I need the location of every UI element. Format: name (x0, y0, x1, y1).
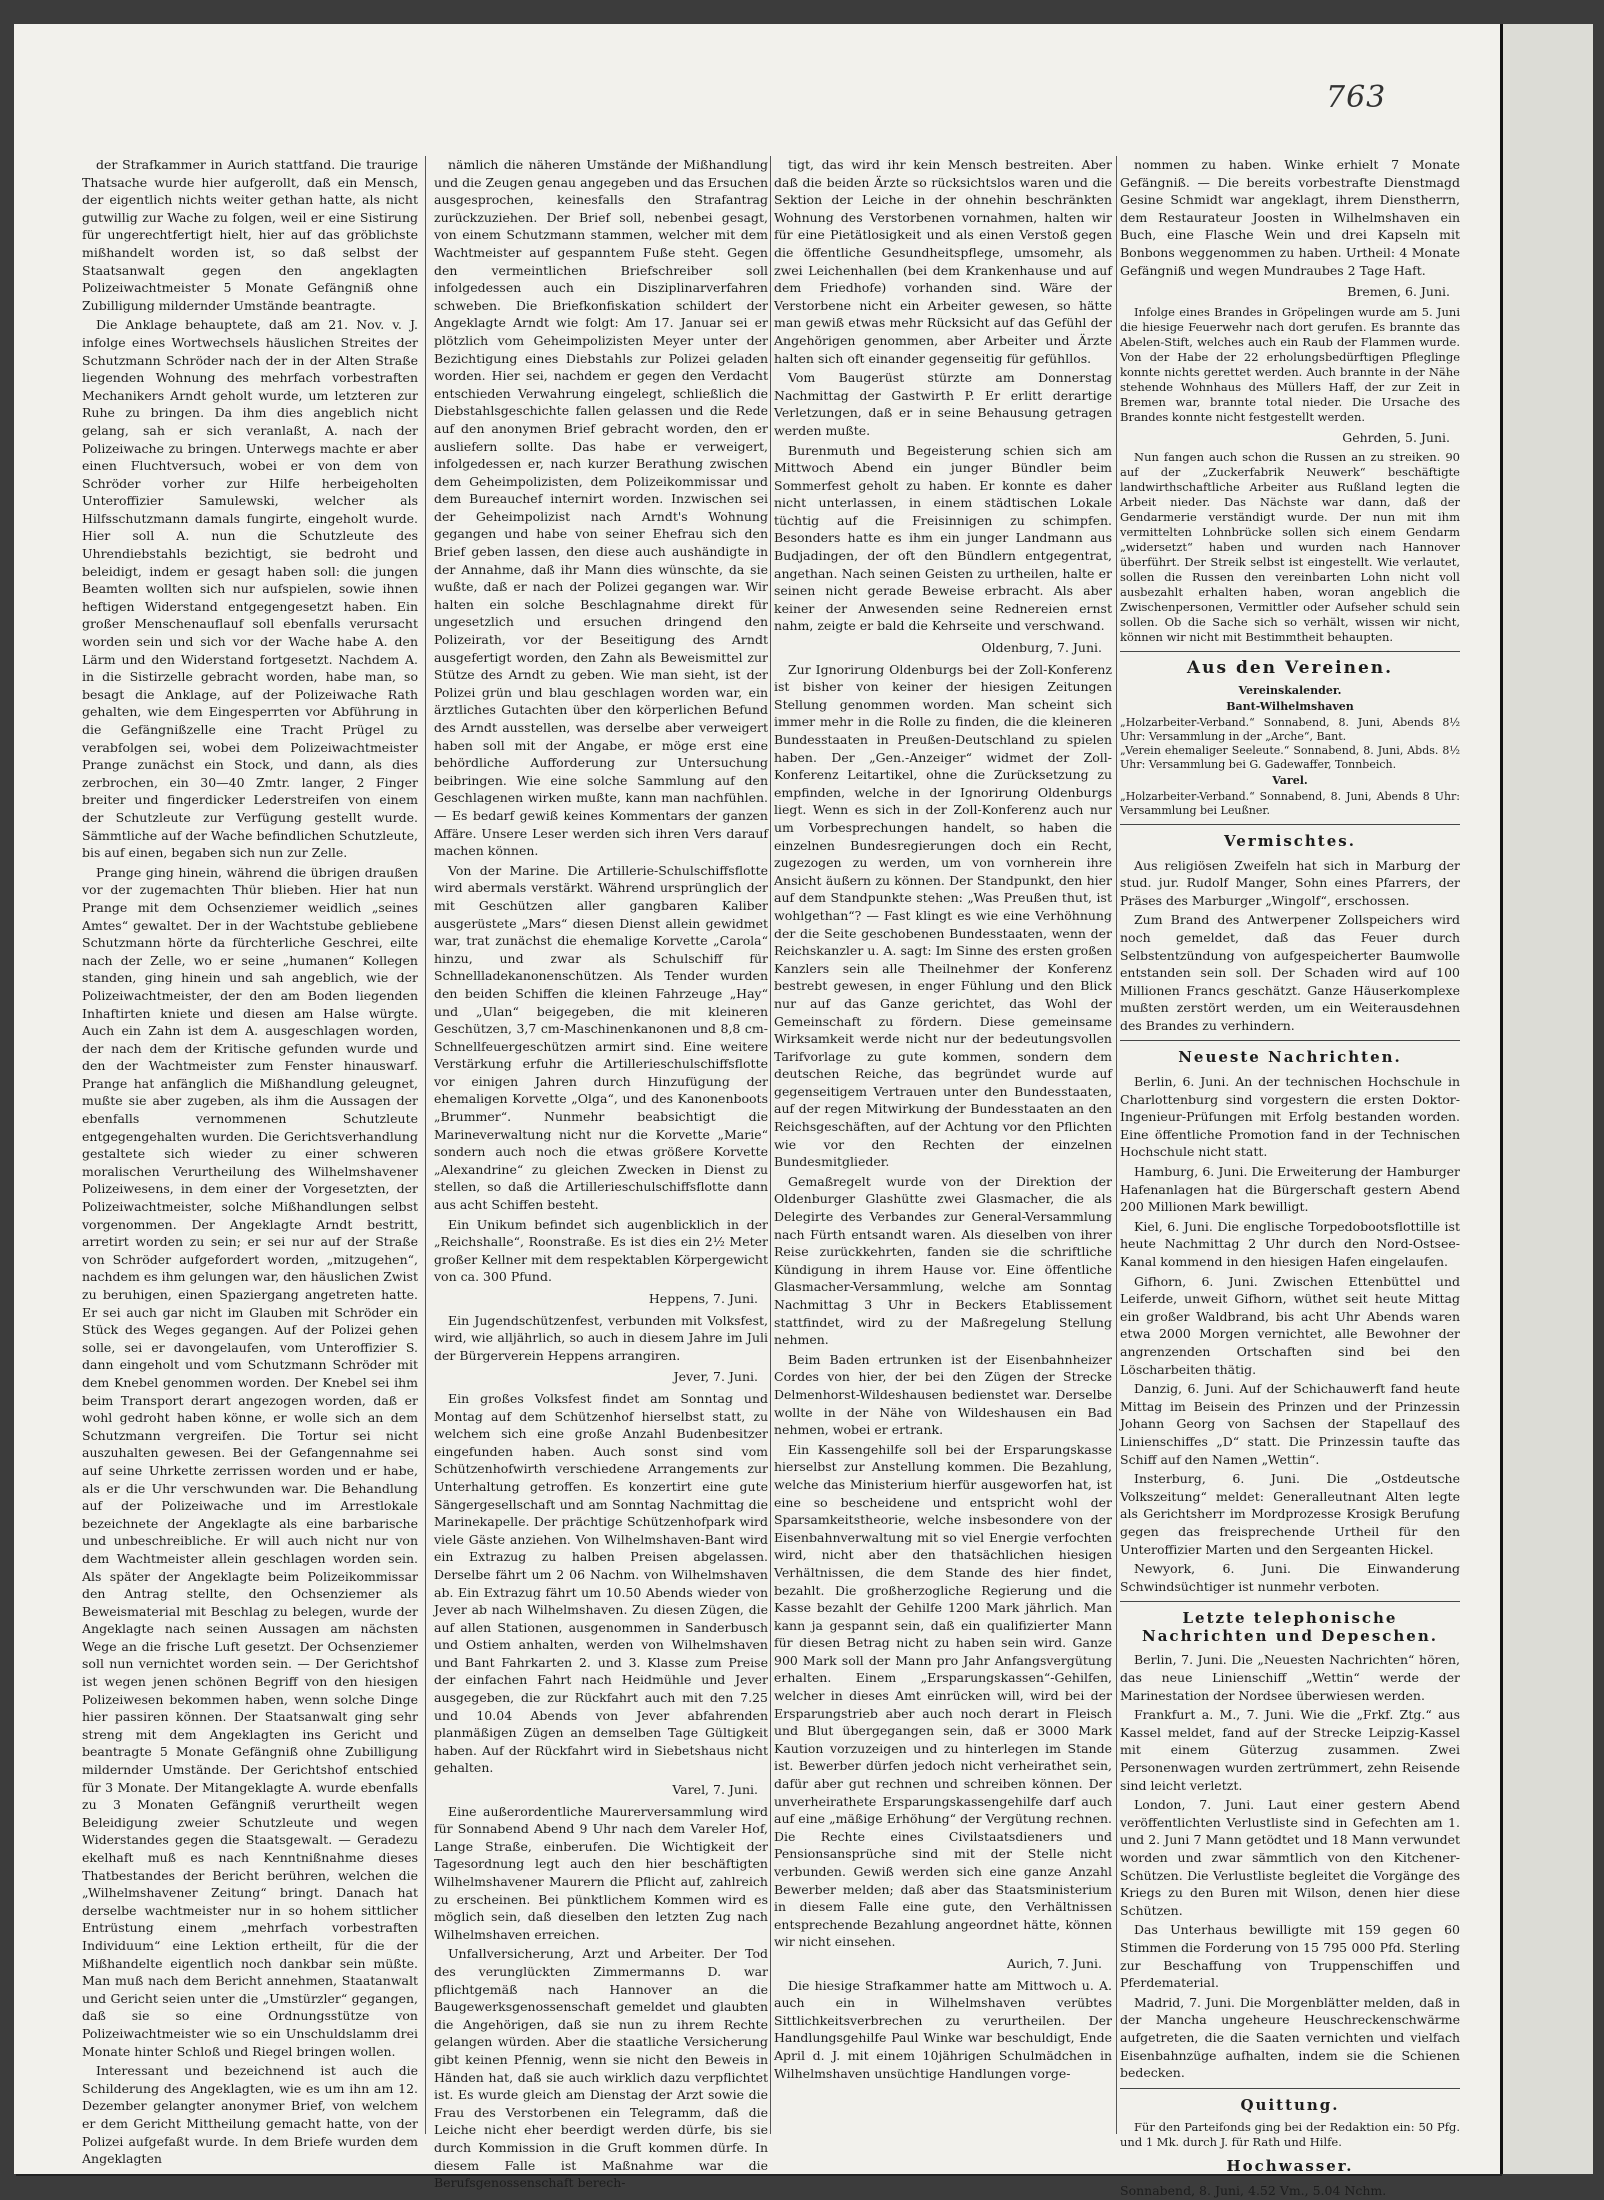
vereinskalender-title: Vereinskalender. (1238, 683, 1342, 697)
news-item: Berlin, 7. Juni. Die „Neuesten Nachrichten“ hören, das neue Linienschiff „Wettin“ werde der Marinestation der Nordsee überwiesen werden. (1120, 1652, 1460, 1703)
column-3 (774, 156, 1112, 2134)
article-paragraph: Eine außerordentliche Maurerversammlung wird für Sonnabend Abend 9 Uhr nach dem Vareler Hof, Lange Straße, einberufen. Die Wichtigkeit der Tagesordnung legt auch den hier beschäftigten Wilhelmshavener Maurern die Pflicht auf, zahlreich zu erscheinen. Bei pünktlichem Kommen wird es möglich sein, daß dieselben den letzten Zug nach Wilhelmshaven erreichen. (434, 1803, 768, 1942)
vereinskalender-entry: „Verein ehemaliger Seeleute.“ Sonnabend, 8. Juni, Abds. 8½ Uhr: Versammlung bei G. Gadewaffer, Tonnbeich. (1120, 743, 1460, 771)
dateline-heppens: Heppens, 7. Juni. (648, 1291, 758, 1306)
article-paragraph: Ein Jugendschützenfest, verbunden mit Volksfest, wird, wie alljährlich, so auch in diesem Jahre im Juli der Bürgerverein Heppens arrangiren. (434, 1312, 768, 1363)
quittung-text: Für den Parteifonds ging bei der Redaktion ein: 50 Pfg. und 1 Mk. durch J. für Rath und Hilfe. (1120, 2120, 1460, 2150)
vereinskalender-place: Bant-Wilhelmshaven (1226, 699, 1354, 713)
news-item: Newyork, 6. Juni. Die Einwanderung Schwindsüchtiger ist nunmehr verboten. (1120, 1561, 1460, 1594)
news-item: London, 7. Juni. Laut einer gestern Abend veröffentlichten Verlustliste sind in Gefechten am 1. und 2. Juni 7 Mann getödtet und 18 Mann verwundet worden und zwar sämmtlich von den Kitchener-Schützen. Die Verlustliste begleitet die Vorgänge des Kriegs zu den Buren mit Wilson, denen hier diese Schützen. (1120, 1797, 1460, 1918)
dateline-bremen: Bremen, 6. Juni. (1347, 284, 1450, 300)
column-rule (770, 156, 771, 2134)
article-paragraph: Burenmuth und Begeisterung schien sich am Mittwoch Abend ein junger Bündler beim Sommerfest geholt zu haben. Er konnte es daher nicht unterlassen, in einem städtischen Lokale tüchtig auf die Freisinnigen zu schimpfen. Besonders hatte es ihm ein junger Landmann aus Budjadingen, der oft den Bündlern entgegentrat, angethan. Nach seinen Geisten zu urtheilen, halte er seinen nicht gerade Beweise erbracht. Als aber keiner der Anwesenden seine Rednereien ernst nahm, zeigte er bald die Kehrseite und verschwand. (774, 442, 1112, 634)
section-heading-neueste: Neueste Nachrichten. (1178, 1048, 1402, 1067)
article-paragraph: Aus religiösen Zweifeln hat sich in Marburg der stud. jur. Rudolf Manger, Sohn eines Pfarrers, der Präses des Marburger „Wingolf“, erschossen. (1120, 857, 1460, 908)
article-paragraph: Vom Baugerüst stürzte am Donnerstag Nachmittag der Gastwirth P. Er erlitt derartige Verletzungen, daß er in seine Behausung getragen werden mußte. (774, 370, 1112, 438)
dateline-varel: Varel, 7. Juni. (672, 1782, 758, 1798)
news-item: Berlin, 6. Juni. An der technischen Hochschule in Charlottenburg sind vorgestern die ersten Doktor-Ingenieur-Prüfungen mit Erfolg bestanden worden. Eine öffentliche Promotion fand in der Technischen Hochschule nicht statt. (1120, 1074, 1460, 1160)
article-paragraph: Zum Brand des Antwerpener Zollspeichers wird noch gemeldet, daß das Feuer durch Selbstentzündung von aufgespeicherter Baumwolle entstanden sein soll. Der Schaden wird auf 100 Millionen Francs geschätzt. Ganze Häuserkomplexe mußten zerstört werden, um ein Weiterausdehnen des Brandes zu verhindern. (1120, 912, 1460, 1033)
article-paragraph: nommen zu haben. Winke erhielt 7 Monate Gefängniß. — Die bereits vorbestrafte Dienstmagd Gesine Schmidt war angeklagt, ihrem Dienstherrn, dem Restaurateur Joosten in Wilhelmshaven ein Buch, eine Flasche Wein und drei Kapseln mit Bonbons weggenommen zu haben. Urtheil: 4 Monate Gefängniß und wegen Mundraubes 2 Tage Haft. (1120, 157, 1460, 278)
scan-edge-strip (1500, 24, 1593, 2174)
dateline-jever: Jever, 7. Juni. (673, 1369, 758, 1385)
article-paragraph: Infolge eines Brandes in Gröpelingen wurde am 5. Juni die hiesige Feuerwehr nach dort gerufen. Es brannte das Abelen-Stift, welches auch ein Raub der Flammen wurde. Von der Habe der 22 erholungsbedürftigen Pfleglinge konnte nichts gerettet werden. Auch brannte in der Nähe stehende Wohnhaus des Müllers Haff, der zur Zeit in Bremen war, brannte total nieder. Die Ursache des Brandes konnte nicht festgestellt werden. (1120, 304, 1460, 424)
article-paragraph: Unfallversicherung, Arzt und Arbeiter. Der Tod des verunglückten Zimmermanns D. war pflichtgemäß nach Hannover an die Baugewerksgenossenschaft gemeldet und glaubten die Angehörigen, daß sie nun zu ihrem Rechte gelangen würden. Aber die staatliche Versicherung gibt keinen Pfennig, wenn sie nicht den Beweis in Händen hat, daß sie auch wirklich dazu verpflichtet ist. Es wurde gleich am Dienstag der Arzt sowie die Frau des Verstorbenen ein Telegramm, daß die Leiche nicht eher beerdigt werden dürfe, bis sie durch Kommission in die Gruft kommen dürfe. In diesem Falle ist Maßnahme war die Berufsgenossenschaft berech- (434, 1946, 768, 2191)
dateline-oldenburg: Oldenburg, 7. Juni. (981, 640, 1102, 656)
news-item: Hamburg, 6. Juni. Die Erweiterung der Hamburger Hafenanlagen hat die Bürgerschaft gestern Abend 200 Millionen Mark bewilligt. (1120, 1164, 1460, 1215)
news-item: Das Unterhaus bewilligte mit 159 gegen 60 Stimmen die Forderung von 15 795 000 Pfd. Sterling zur Beschaffung von Truppenschiffen und Pferdematerial. (1120, 1922, 1460, 1991)
page-number: 763 (1326, 80, 1387, 115)
article-paragraph: Die hiesige Strafkammer hatte am Mittwoch u. A. auch ein in Wilhelmshaven verübtes Sittlichkeitsverbrechen zu verurtheilen. Der Handlungsgehilfe Paul Winke war beschuldigt, Ende April d. J. mit einem 10jährigen Schulmädchen in Wilhelmshaven unsüchtige Handlungen vorge- (774, 1977, 1112, 2081)
vereinskalender-entry: „Holzarbeiter-Verband.“ Sonnabend, 8. Juni, Abends 8 Uhr: Versammlung bei Leußner. (1120, 789, 1460, 817)
article-paragraph: Ein großes Volksfest findet am Sonntag und Montag auf dem Schützenhof hierselbst statt, zu welchem sich eine große Anzahl Budenbesitzer eingefunden haben. Auch sonst sind vom Schützenhofwirth verschiedene Arrangements zur Unterhaltung getroffen. Es konzertirt eine gute Sängergesellschaft und am Sonntag Nachmittag die Marinekapelle. Der prächtige Schützenhofpark wird viele Gäste anziehen. Von Wilhelmshaven-Bant wird ein Extrazug zu halben Preisen abgelassen. Derselbe fährt um 2 06 Nachm. von Wilhelmshaven ab. Ein Extrazug fährt um 10.50 Abends wieder von Jever ab nach Wilhelmshaven. Zu diesen Zügen, die auf allen Stationen, ausgenommen in Sanderbusch und Ostiem anhalten, werden von Wilhelmshaven und Bant Fahrkarten 2. und 3. Klasse zum Preise der einfachen Fahrt nach Heidmühle und Jever ausgegeben, die zur Rückfahrt auch mit den 7.25 und 10.04 Abends von Jever abfahrenden planmäßigen Zügen an demselben Tage Gültigkeit haben. Auf der Rückfahrt wird in Siebetshaus nicht gehalten. (434, 1390, 768, 1776)
newspaper-page (14, 24, 1500, 2198)
article-paragraph: nämlich die näheren Umstände der Mißhandlung und die Zeugen genau angegeben und das Ersuchen ausgesprochen, keinesfalls den Strafantrag zurückzuziehen. Der Brief soll, nebenbei gesagt, von einem Schutzmann stammen, welcher mit dem Wachtmeister auf gespanntem Fuße steht. Gegen den vermeintlichen Briefschreiber soll infolgedessen auch ein Disziplinarverfahren schweben. Die Briefkonfiskation schildert der Angeklagte Arndt wie folgt: Am 17. Januar sei er plötzlich vom Geheimpolizisten Meyer unter der Bezichtigung eines Diebstahls zur Polizei geladen worden. Hier sei, nachdem er gegen den Verdacht entschieden Verwahrung eingelegt, schließlich die Diebstahlsgeschichte fallen gelassen und die Rede auf den anonymen Brief gebracht worden, den er ausliefern sollte. Das habe er verweigert, infolgedessen er, nach kurzer Berathung zwischen dem Geheimpolizisten, dem Polizeikommissar und dem Bureauchef internirt worden. Inzwischen sei der Geheimpolizist nach Arndt's Wohnung gegangen und habe von seiner Ehefrau sich den Brief geben lassen, den diese auch aushändigte in der Annahme, daß ihr Mann dies wünschte, da sie wußte, daß er nach der Polizei gegangen war. Wir halten ein solche Beschlagnahme direkt für ungesetzlich und ersuchen dringend den Polizeirath, vor der Beseitigung des Arndt ausgefertigt worden, den Zahn als Beweismittel zur Stütze des Arndt zu geben. Wie man sieht, ist der Polizei grün und blau geschlagen worden war, ein ärztliches Gutachten über den körperlichen Befund des Arndt ausstellen, was derselbe aber verweigert haben soll mit der Angabe, er möge erst eine behördliche Aufforderung zur Untersuchung beibringen. Wie eine solche Sammlung auf den Geschlagenen wirken mußte, kann man nachfühlen. — Es bedarf gewiß keines Kommentars der ganzen Affäre. Unsere Leser werden sich ihren Vers darauf machen können. (434, 157, 768, 859)
column-4 (1120, 156, 1460, 2198)
news-item: Madrid, 7. Juni. Die Morgenblätter melden, daß in der Mancha ungeheure Heuschreckenschwärme aufgetreten, die die Saaten vernichten und vielfach Eisenbahnzüge aufhalten, indem sie die Schienen bedecken. (1120, 1994, 1460, 2081)
column-1 (82, 156, 418, 2167)
column-rule (1116, 156, 1117, 2134)
section-divider (1120, 824, 1460, 825)
article-paragraph: Die Anklage behauptete, daß am 21. Nov. v. J. infolge eines Wortwechsels häuslichen Streites der Schutzmann Schröder nach der in der Alten Straße liegenden Wohnung des mehrfach vorbestraften Mechanikers Arndt geholt wurde, um letzteren zur Ruhe zu bringen. Da ihm dies angeblich nicht gelang, sah er sich veranlaßt, A. nach der Polizeiwache zu bringen. Unterwegs machte er aber einen Fluchtversuch, wobei er von dem von Schröder vorher zur Hilfe herbeigeholten Unteroffizier Samulewski, welcher als Hilfsschutzmann damals fungirte, eingeholt wurde. Hier soll A. nun die Schutzleute des Uhrendiebstahls bezichtigt, sie bedroht und beleidigt, indem er gesagt haben soll: die jungen Beamten wollten sich nur aufspielen, sowie ihnen heftigen Widerstand entgegengesetzt haben. Ein großer Menschenauflauf soll ebenfalls verursacht worden sein und sich vor der Wache habe A. den Lärm und den Widerstand fortgesetzt. Nachdem A. in die Sistirzelle gebracht worden, habe man, so besagt die Anklage, auf der Polizeiwache Rath gehalten, wie dem Eingesperrten vor Abführung in die Gefängnißzelle eine Tracht Prügel zu verabfolgen sei, wobei dem Polizeiwachtmeister Prange zunächst ein Stock, und dann, als dies zerbrochen, ein 30—40 Zmtr. langer, 2 Finger breiter und fingerdicker Lederstreifen von einem der Schutzleute zur Verfügung gestellt wurde. Sämmtliche auf der Wache befindlichen Schutzleute, bis auf einen, begaben sich nun zur Zelle. (82, 317, 418, 861)
news-item: Frankfurt a. M., 7. Juni. Wie die „Frkf. Ztg.“ aus Kassel meldet, fand auf der Strecke Leipzig-Kassel mit einem Güterzug zusammen. Zwei Personenwagen wurden zertrümmert, zehn Reisende sind leicht verletzt. (1120, 1707, 1460, 1793)
article-paragraph: Zur Ignorirung Oldenburgs bei der Zoll-Konferenz ist bisher von keiner der hiesigen Zeitungen Stellung genommen worden. Man scheint sich immer mehr in die Rolle zu finden, die die kleineren Bundesstaaten in Preußen-Deutschland zu spielen haben. Der „Gen.-Anzeiger“ widmet der Zoll-Konferenz Leitartikel, ohne die Zurücksetzung zu empfinden, welche in der Ignorirung Oldenburgs liegt. Wenn es sich in der Zoll-Konferenz auch nur um Vorbesprechungen handelt, so haben die einzelnen Bundesregierungen doch ein Recht, zugezogen zu werden, um von vornherein ihre Ansicht äußern zu können. Der Standpunkt, den hier auf dem Standpunkte stehen: „Was Preußen thut, ist wohlgethan“? — Fast klingt es wie eine Verhöhnung der die Seite geschobenen Bundesstaaten, wenn der Reichskanzler u. A. sagt: Im Sinne des ersten großen Kanzlers sein alle Theilnehmer der Konferenz bestrebt gewesen, in enger Fühlung und den Blick nur auf das Ganze gerichtet, das Wohl der Gemeinschaft zu fördern. Diese gemeinsame Wirksamkeit werde nicht nur der bedeutungsvollen Tarifvorlage zu gute kommen, sondern dem deutschen Reiche, das begründet wurde auf gegenseitigem Vertrauen unter den Bundesstaaten, auf der regen Mitwirkung der Bundesstaaten an den Reichsgeschäften, auf der Achtung vor den Pflichten wie vor den Rechten der einzelnen Bundesmitglieder. (774, 661, 1112, 1170)
section-heading-vermischtes: Vermischtes. (1224, 831, 1356, 850)
column-2 (434, 156, 768, 2191)
section-divider (1120, 1601, 1460, 1602)
section-heading-hochwasser: Hochwasser. (1226, 2157, 1354, 2176)
hochwasser-text: Sonnabend, 8. Juni, 4.52 Vm., 5.04 Nchm. (1120, 2182, 1387, 2198)
vereinskalender-entry: „Holzarbeiter-Verband.“ Sonnabend, 8. Juni, Abends 8½ Uhr: Versammlung in der „Arche“, Bant. (1120, 715, 1460, 743)
article-paragraph: Von der Marine. Die Artillerie-Schulschiffsflotte wird abermals verstärkt. Während ursprünglich der mit Geschützen aller gangbaren Kaliber ausgerüstete „Mars“ diesen Dienst allein gewidmet war, trat zunächst die ehemalige Korvette „Carola“ hinzu, und zwar als Schulschiff für Schnellladekanonenschützen. Als Tender wurden den beiden Schiffen die kleinen Fahrzeuge „Hay“ und „Ulan“ beigegeben, die mit kleineren Geschützen, 3,7 cm-Maschinenkanonen und 8,8 cm-Schnellfeuergeschützen armirt sind. Eine weitere Verstärkung erfuhr die Artillerieschulschiffsflotte vor einigen Jahren durch Hinzufügung der ehemaligen Korvette „Olga“, und des Kanonenboots „Brummer“. Nunmehr beabsichtigt die Marineverwaltung nicht nur die Korvette „Marie“ sondern auch noch die etwas größere Korvette „Alexandrine“ zu gleichen Zwecken in Dienst zu stellen, so daß die Artillerieschulschiffsflotte dann aus acht Schiffen besteht. (434, 862, 768, 1213)
article-paragraph: Nun fangen auch schon die Russen an zu streiken. 90 auf der „Zuckerfabrik Neuwerk“ beschäftigte landwirthschaftliche Arbeiter aus Rußland legten die Arbeit nieder. Das Nächste war dann, daß der Gendarmerie verständigt wurde. Der nun mit ihm vermittelten Lohnbrücke sollen sich einem Gendarm „widersetzt“ haben und wurden nach Hannover überführt. Der Streik selbst ist eingestellt. Wie verlautet, sollen die Russen den vereinbarten Lohn nicht voll ausbezahlt erhalten haben, woran angeblich die Zwischenpersonen, Vermittler oder Aufseher schuld sein sollen. Ob die Sache sich so verhält, wissen wir nicht, können wir nicht mit Bestimmtheit behaupten. (1120, 450, 1460, 645)
news-item: Danzig, 6. Juni. Auf der Schichauwerft fand heute Mittag im Beisein des Prinzen und der Prinzessin Johann Georg von Sachsen der Stapellauf des Linienschiffes „D“ statt. Die Prinzessin taufte das Schiff auf den Namen „Wettin“. (1120, 1381, 1460, 1467)
section-divider (1120, 1040, 1460, 1041)
section-divider (1120, 2088, 1460, 2089)
article-paragraph: Interessant und bezeichnend ist auch die Schilderung des Angeklagten, wie es um ihn am 12. Dezember gelangter anonymer Brief, von welchem er dem Gericht Mittheilung gemacht hatte, von der Polizei aufgefaßt wurde. In dem Briefe wurden dem Angeklagten (82, 2063, 418, 2167)
article-paragraph: Ein Unikum befindet sich augenblicklich in der „Reichshalle“, Roonstraße. Es ist dies ein 2½ Meter großer Kellner mit dem respektablen Körpergewicht von ca. 300 Pfund. (434, 1216, 768, 1285)
column-rule (425, 156, 426, 2134)
section-heading-vereine: Aus den Vereinen. (1186, 658, 1394, 679)
article-paragraph: Gemaßregelt wurde von der Direktion der Oldenburger Glashütte zwei Glasmacher, die als Delegirte des Verbandes zur General-Versammlung nach Fürth entsandt waren. Als dieselben von ihrer Reise zurückkehrten, fanden sie die schriftliche Kündigung in ihrem Hause vor. Eine öffentliche Glasmacher-Versammlung, welche am Sonntag Nachmittag 3 Uhr in Beckers Etablissement stattfindet, wird zu der Maßregelung Stellung nehmen. (774, 1173, 1112, 1348)
news-item: Gifhorn, 6. Juni. Zwischen Ettenbüttel und Leiferde, unweit Gifhorn, wüthet seit heute Mittag ein großer Waldbrand, bis acht Uhr Abends waren etwa 2000 Morgen vernichtet, alle Bewohner der angrenzenden Ortschaften sind bei den Löscharbeiten thätig. (1120, 1273, 1460, 1377)
article-paragraph: tigt, das wird ihr kein Mensch bestreiten. Aber daß die beiden Ärzte so rücksichtslos waren und die Sektion der Leiche in der ohnehin beschränkten Wohnung des Verstorbenen vornahmen, halten wir für eine Pietätlosigkeit und als einen Verstoß gegen die öffentliche Gesundheitspflege, umsomehr, als zwei Leichenhallen (bei dem Krankenhause und auf dem Friedhofe) vorhanden sind. Wäre der Verstorbene nicht ein Arbeiter gewesen, so hätte man gewiß etwas mehr Rücksicht auf das Gefühl der Angehörigen genommen, aber Arbeiter und Ärzte halten sich oft einander gegenseitig für gefühllos. (774, 157, 1112, 366)
news-item: Insterburg, 6. Juni. Die „Ostdeutsche Volkszeitung“ meldet: Generalleutnant Alten legte als Gerichtsherr im Mordprozesse Krosigk Berufung gegen das freisprechende Urtheil für den Unteroffizier Marten und den Sergeanten Hickel. (1120, 1471, 1460, 1557)
dateline-aurich: Aurich, 7. Juni. (1006, 1955, 1102, 1971)
vereinskalender-place: Varel. (1272, 773, 1308, 787)
article-paragraph: Beim Baden ertrunken ist der Eisenbahnheizer Cordes von hier, der bei den Zügen der Strecke Delmenhorst-Wildeshausen bedienstet war. Derselbe wollte in der Nähe von Wildeshausen ein Bad nehmen, wobei er ertrank. (774, 1351, 1112, 1438)
article-paragraph: der Strafkammer in Aurich stattfand. Die traurige Thatsache wurde hier aufgerollt, daß ein Mensch, der eigentlich nichts weiter gethan hatte, als nicht gutwillig zur Wache zu folgen, weil er eine Sistirung für ungerechtfertigt hielt, hier auf das gröblichste mißhandelt worden ist, so daß selbst der Staatsanwalt gegen den angeklagten Polizeiwachtmeister 5 Monate Gefängniß ohne Zubilligung mildernder Umstände beantragte. (82, 157, 418, 313)
article-paragraph: Ein Kassengehilfe soll bei der Ersparungskasse hierselbst zur Anstellung kommen. Die Bezahlung, welche das Ministerium hierfür ausgeworfen hat, ist eine so bescheidene und entspricht wohl der Sparsamkeitstheorie, welche insbesondere von der Eisenbahnverwaltung mit so viel Energie verfochten wird, nicht aber den thatsächlichen hiesigen Verhältnissen, die dem Stande des hier findet, bezahlt. Die großherzogliche Regierung und die Kasse bezahlt der Gehilfe 1200 Mark jährlich. Man kann ja gespannt sein, daß ein qualifizierter Mann für diesen Betrag nicht zu haben sein wird. Ganze 900 Mark soll der Mann pro Jahr Anfangsvergütung erhalten. Einem „Ersparungskassen“-Gehilfen, welcher in dieses Amt einrücken will, wird bei der Ersparungstrieb aber auch noch derart in Fleisch und Blut übergegangen sein, daß er 3000 Mark Kaution vorzuzeigen und zu hinterlegen im Stande ist. Bewerber dürfen jedoch nicht verheirathet sein, dafür aber gut rechnen und schreiben können. Der unverheirathete Ersparungskassengehilfe darf auch auf eine „mäßige Erhöhung“ der Vergütung rechnen. Die Rechte eines Civilstaatsdieners und Pensionsansprüche sind mit der Stelle nicht verbunden. Gewiß werden sich eine ganze Anzahl Bewerber melden; daß aber das Staatsministerium in diesem Falle eine gute, den Verhältnissen entsprechende Bezahlung angeordnet hätte, können wir nicht einsehen. (774, 1441, 1112, 1950)
dateline-gehrden: Gehrden, 5. Juni. (1342, 429, 1450, 445)
news-item: Kiel, 6. Juni. Die englische Torpedobootsflottille ist heute Nachmittag 2 Uhr durch den Nord-Ostsee-Kanal kommend in den hiesigen Hafen eingelaufen. (1120, 1218, 1460, 1269)
article-paragraph: Prange ging hinein, während die übrigen draußen vor der zugemachten Thür blieben. Hier hat nun Prange mit dem Ochsenziemer weidlich „seines Amtes“ gewaltet. Der in der Wachtstube gebliebene Schutzmann hörte da fürchterliche Geschrei, eilte nach der Zelle, wo er seine „humanen“ Kollegen standen, ging hinein und sah angeblich, wie der Polizeiwachtmeister, der den am Boden liegenden Inhaftirten kniete und diesen am Halse würgte. Auch ein Zahn ist dem A. ausgeschlagen worden, der nach dem der Kritische gefunden wurde und den der Wachtmeister zum Fenster hinauswarf. Prange hat anfänglich die Mißhandlung geleugnet, mußte sie aber zugeben, als ihm die Aussagen der ebenfalls vernommenen Schutzleute entgegengehalten wurden. Die Gerichtsverhandlung gestaltete sich wieder zu einer schweren moralischen Verurtheilung des Wilhelmshavener Polizeiwesens, in dem einer der Vorgesetzten, der Polizeiwachtmeister, solche Mißhandlungen selbst vorgenommen. Der Angeklagte Arndt bestritt, arretirt worden zu sein; er sei nur auf der Straße von Schröder aufgefordert worden, „mitzugehen“, nachdem es ihm gelungen war, den häuslichen Zwist zu beruhigen, einen Spaziergang angetreten hatte. Er sei auch gar nicht im Glauben mit Schröder ein Stück des Weges gegangen. Auf der Polizei gehen solle, sei er davongelaufen, vom Unteroffizier S. dann eingeholt und vom Schutzmann Schröder mit dem Knebel genommen worden. Der Knebel sei ihm beim Transport derart angezogen worden, daß er wohl gedroht haben könne, er wolle sich an dem Schutzmann vergreifen. Die Tortur sei nicht auszuhalten gewesen. Bei der Gefangennahme sei auf seine Uhrkette zerrissen worden und er habe, als er die Uhr verschwunden war. Die Behandlung auf der Polizeiwache und im Arrestlokale bezeichnete der Angeklagte als eine barbarische und unbeschreibliche. Er will auch nicht nur von dem Wachtmeister allein geschlagen worden sein. Als später der Angeklagte beim Polizeikommissar den Antrag stellte, den Ochsenziemer als Beweismaterial mit Beschlag zu belegen, wurde der Angeklagte nach seinen Aussagen am nächsten Wege an die frische Luft gesetzt. Der Ochsenziemer soll nun vernichtet worden sein. — Der Gerichtshof ist wegen jenen schönen Begriff von den hiesigen Polizeiwesen bekommen haben, wenn solche Dinge hier passiren können. Der Staatsanwalt ging sehr streng mit dem Angeklagten ins Gericht und beantragte 5 Monate Gefängniß ohne Zubilligung mildernder Umstände. Der Gerichtshof entschied für 3 Monate. Der Mitangeklagte A. wurde ebenfalls zu 3 Monaten Gefängniß verurtheilt wegen Beleidigung zweier Schutzleute und wegen Widerstandes gegen die Staatsgewalt. — Geradezu ekelhaft muß es nach Kenntnißnahme dieses Thatbestandes der Bericht berühren, welchen die „Wilhelmshavener Zeitung“ bringt. Danach hat derselbe wachtmeister nur in so hohem sittlicher Entrüstung einem „mehrfach vorbestraften Individuum“ eine Lektion ertheilt, für die der Mißhandelte eigentlich noch dankbar sein müßte. Man muß nach dem Bericht annehmen, Staatanwalt und Gericht seien unter die „Umstürzler“ gegangen, daß sie so eine Ordnungsstütze von Polizeiwachtmeister wie so ein Unschuldslamm drei Monate hinter Schloß und Riegel bringen wollen. (82, 864, 418, 2059)
vereinskalender (1120, 684, 1460, 818)
section-divider (1120, 651, 1460, 652)
section-heading-depeschen: Letzte telephonische Nachrichten und Depeschen. (1142, 1609, 1438, 1645)
section-heading-quittung: Quittung. (1240, 2095, 1340, 2114)
